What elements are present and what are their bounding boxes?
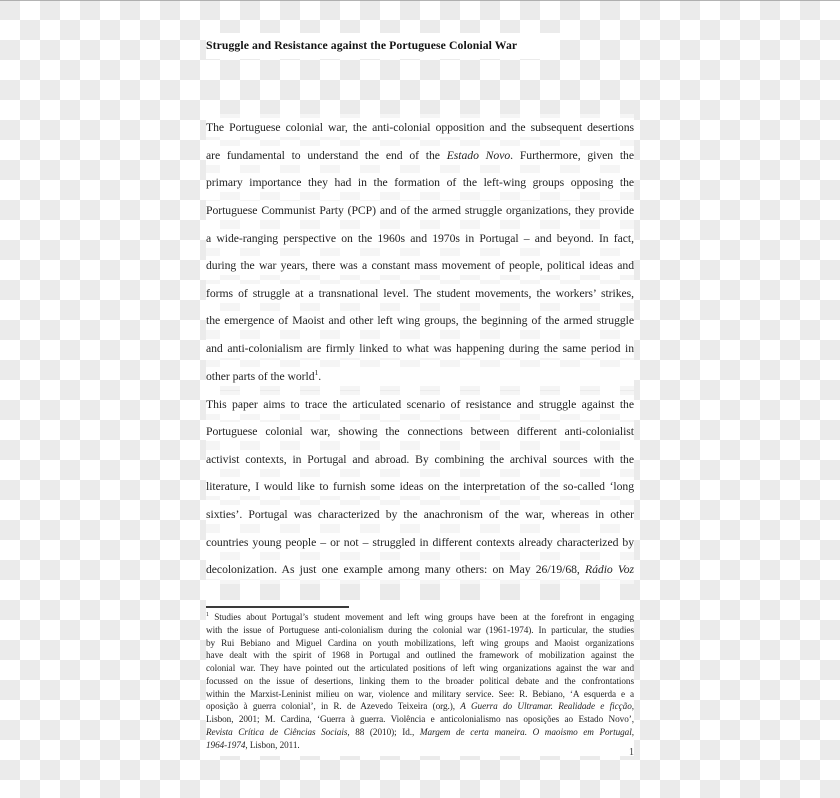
text-segment: . bbox=[318, 369, 322, 383]
text-segment: Lisbon, 2001; M. Cardina, ‘Guerra à guerra. Violência e anticolonialismo nas oposições ao Estado Novo’, bbox=[206, 714, 634, 724]
text-line bbox=[206, 713, 634, 726]
text-line bbox=[206, 675, 634, 688]
text-line bbox=[206, 252, 634, 280]
superscript-marker: 1 bbox=[314, 367, 319, 377]
text-segment: 1964-1974 bbox=[206, 739, 246, 750]
text-segment: other parts of the world bbox=[206, 369, 315, 383]
page-title-text: Struggle and Resistance against the Portuguese Colonial War bbox=[206, 39, 518, 52]
text-line bbox=[206, 418, 634, 446]
text-segment: are fundamental to understand the end of the bbox=[206, 148, 447, 162]
text-segment: oposição à guerra colonial’, in R. de Azevedo Teixeira (org.), bbox=[206, 701, 461, 712]
text-segment: by Rui Bebiano and Miguel Cardina on youth mobilizations, left wing groups and Maoist organizations bbox=[206, 637, 634, 648]
text-line bbox=[206, 726, 634, 739]
text-line bbox=[206, 197, 634, 225]
text-line bbox=[206, 225, 634, 253]
footnote-block bbox=[206, 600, 634, 756]
text-line bbox=[206, 649, 634, 662]
footnote-separator bbox=[206, 606, 349, 608]
body-paragraph-2 bbox=[206, 391, 634, 584]
text-line bbox=[206, 556, 634, 584]
text-segment: primary importance they had in the formation of the left-wing groups opposing the bbox=[206, 176, 634, 190]
text-segment: A Guerra do Ultramar. Realidade e ficção, bbox=[460, 701, 634, 712]
text-line bbox=[206, 280, 634, 308]
text-line bbox=[206, 169, 634, 197]
text-segment: decolonization. As just one example among many others: on May 26/19/68, bbox=[206, 563, 586, 577]
text-line bbox=[206, 501, 634, 529]
text-segment: Studies about Portugal’s student movement and left wing groups have been at the forefront in engaging bbox=[208, 612, 634, 622]
text-segment: literature, I would like to furnish some ideas on the interpretation of the so-called ‘long bbox=[206, 480, 634, 494]
text-line bbox=[206, 114, 634, 142]
text-segment: colonial war. They have pointed out the articulated positions of left wing organizations against the war and bbox=[206, 663, 634, 673]
text-line bbox=[206, 624, 634, 637]
text-segment: , Lisbon, 2011. bbox=[245, 739, 300, 750]
text-line bbox=[206, 529, 634, 557]
text-segment: Portuguese Communist Party (PCP) and of the armed struggle organizations, they provide bbox=[206, 203, 634, 217]
text-line bbox=[206, 473, 634, 501]
text-segment: countries young people – or not – struggled in different contexts already characterized by bbox=[206, 535, 634, 549]
text-line bbox=[206, 142, 634, 170]
footnote-text bbox=[206, 611, 634, 751]
text-segment: during the war years, there was a constant mass movement of people, political ideas and bbox=[206, 259, 634, 273]
superscript-marker: 1 bbox=[206, 611, 209, 618]
text-segment: Revista Crítica de Ciências Sociais bbox=[206, 726, 348, 737]
page-number: 1 bbox=[629, 747, 634, 758]
text-segment: . Furthermore, given the bbox=[510, 148, 634, 162]
text-line bbox=[206, 335, 634, 363]
text-segment: activist contexts, in Portugal and abroad. By combining the archival sources with the bbox=[206, 452, 634, 466]
text-segment: forms of struggle at a transnational level. The student movements, the workers’ strikes, bbox=[206, 286, 634, 300]
text-segment: This paper aims to trace the articulated scenario of resistance and struggle against the bbox=[206, 397, 634, 411]
text-segment: , 88 (2010); Id., bbox=[347, 726, 420, 737]
text-segment: within the Marxist-Leninist milieu on war, violence and military service. See: R. Bebiano, ‘A esquerda e a bbox=[206, 688, 634, 699]
text-line bbox=[206, 662, 634, 675]
text-line bbox=[206, 700, 634, 713]
text-segment: Portuguese colonial war, showing the connections between different anti-colonialist bbox=[206, 425, 634, 439]
text-segment: focussed on the issue of desertions, linking them to the broader political debate and the confrontations bbox=[206, 675, 634, 686]
text-segment: Rádio Voz bbox=[585, 563, 634, 577]
body-paragraph-1 bbox=[206, 114, 634, 390]
text-line bbox=[206, 446, 634, 474]
text-line bbox=[206, 688, 634, 701]
text-line bbox=[206, 307, 634, 335]
text-line bbox=[206, 611, 634, 624]
text-segment: and anti-colonialism are firmly linked to what was happening during the same period in bbox=[206, 342, 634, 356]
image-top-edge-line bbox=[0, 0, 840, 1]
text-segment: Estado Novo bbox=[446, 148, 511, 162]
text-line bbox=[206, 363, 634, 391]
text-segment: with the issue of Portuguese anti-colonialism during the colonial war (1961-1974). In particular, the studies bbox=[206, 624, 634, 635]
text-segment: have dealt with the spirit of 1968 in Portugal and outlined the framework of mobilization against the bbox=[206, 650, 634, 661]
page-title bbox=[206, 33, 560, 59]
text-segment: a wide-ranging perspective on the 1960s and 1970s in Portugal – and beyond. In fact, bbox=[206, 231, 634, 245]
text-segment: Margem de certa maneira. O maoismo em Portugal, bbox=[419, 726, 634, 737]
text-segment: The Portuguese colonial war, the anti-colonial opposition and the subsequent desertions bbox=[206, 121, 634, 134]
text-segment: sixties’. Portugal was characterized by the anachronism of the war, whereas in other bbox=[206, 508, 634, 522]
text-line bbox=[206, 637, 634, 650]
text-segment: the emergence of Maoist and other left wing groups, the beginning of the armed struggle bbox=[206, 314, 634, 328]
text-line bbox=[206, 391, 634, 419]
